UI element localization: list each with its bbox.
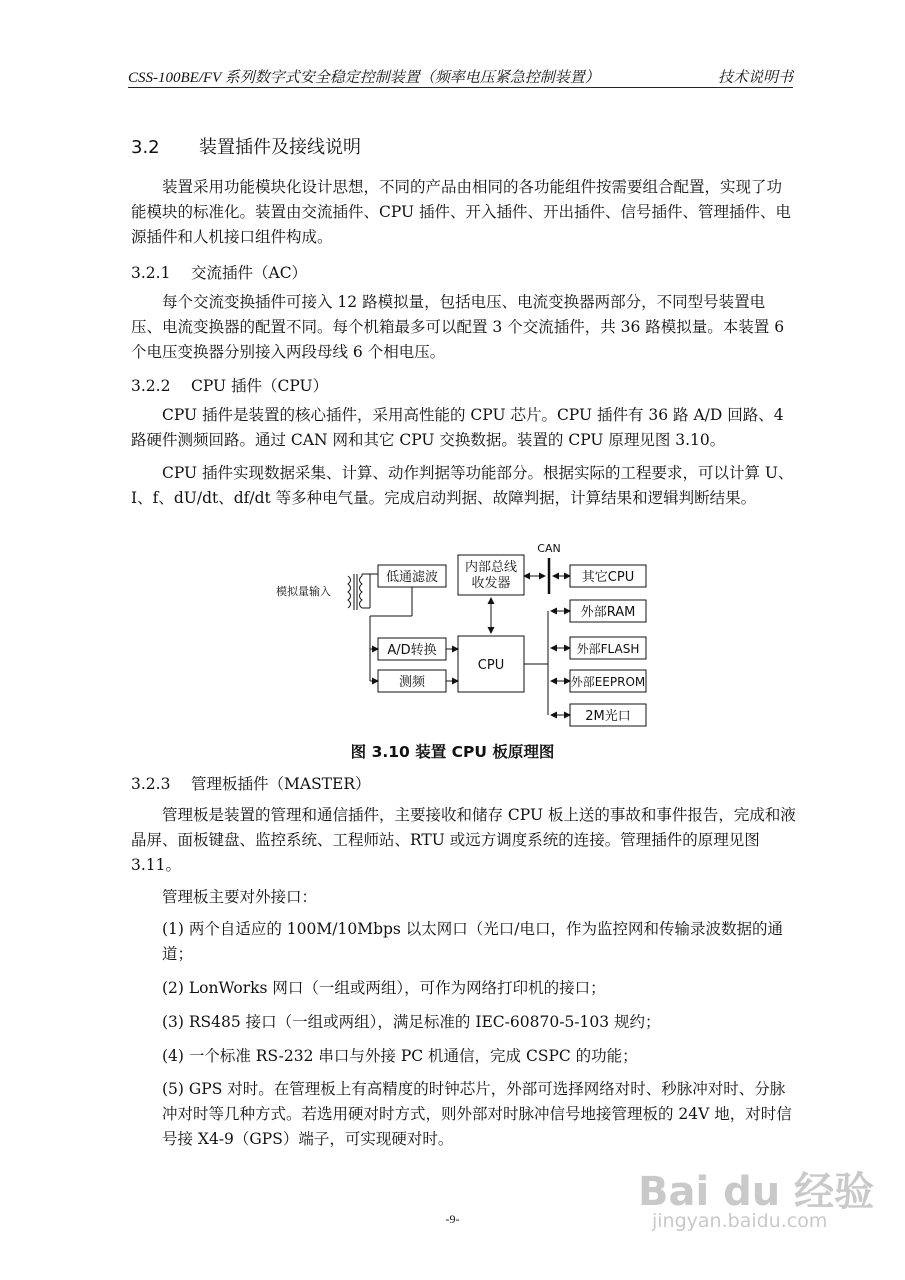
subsection-title: 交流插件（AC） — [191, 264, 308, 282]
interface-item-5: (5) GPS 对时。在管理板上有高精度的时钟芯片，外部可选择网络对时、秒脉冲对时、分脉冲对时等几种方式。若选用硬对时方式，则外部对时脉冲信号地接管理板的 24V 地，对时信号接 X4-9（GPS）端子，可实现硬对时。 — [162, 1080, 792, 1148]
subsection-number: 3.2.2 — [131, 377, 171, 395]
watermark-url: jingyan.baidu.com — [652, 1210, 828, 1232]
subsection-number: 3.2.3 — [131, 775, 171, 793]
master-paragraph-1: 管理板是装置的管理和通信插件，主要接收和储存 CPU 板上送的事故和事件报告，完成和液晶屏、面板键盘、监控系统、工程师站、RTU 或远方调度系统的连接。管理插件的原理见图 3.11。 — [131, 806, 796, 874]
eeprom-label: 外部EEPROM — [570, 675, 646, 689]
header-doc-type: 技术说明书 — [717, 70, 793, 86]
page-number: -9- — [445, 1212, 460, 1226]
interface-item-3: (3) RS485 接口（一组或两组），满足标准的 IEC-60870-5-103 规约； — [162, 1013, 661, 1031]
bus-label-line1: 内部总线 — [464, 560, 518, 575]
figure-caption: 图 3.10 装置 CPU 板原理图 — [350, 743, 555, 761]
interface-item-2: (2) LonWorks 网口（一组或两组），可作为网络打印机的接口； — [162, 979, 606, 997]
subsection-title: 管理板插件（MASTER） — [191, 775, 371, 793]
intro-paragraph: 装置采用功能模块化设计思想，不同的产品由相同的各功能组件按需要组合配置，实现了功能模块的标准化。装置由交流插件、CPU 插件、开入插件、开出插件、信号插件、管理插件、电源插件和人机接口组件构成。 — [131, 178, 792, 246]
other-cpu-label: 其它CPU — [581, 570, 635, 585]
lpf-label: 低通滤波 — [385, 570, 439, 585]
subsection-heading-cpu — [131, 374, 328, 396]
freq-label: 测频 — [398, 675, 426, 690]
subsection-heading-ac — [131, 261, 307, 283]
header-title: CSS-100BE/FV 系列数字式安全稳定控制装置（频率电压紧急控制装置） — [128, 70, 600, 86]
watermark-logo: Bai du 经验 — [638, 1169, 875, 1215]
ad-label: A/D转换 — [387, 643, 437, 658]
subsection-heading-master — [131, 772, 371, 794]
interface-item-4: (4) 一个标准 RS-232 串口与外接 PC 机通信，完成 CSPC 的功能； — [162, 1047, 638, 1065]
can-label: CAN — [537, 542, 561, 555]
section-number: 3.2 — [131, 137, 160, 158]
optical-label: 2M光口 — [585, 709, 631, 724]
subsection-number: 3.2.1 — [131, 264, 171, 282]
section-heading — [131, 133, 361, 159]
cpu-paragraph-2: CPU 插件实现数据采集、计算、动作判据等功能部分。根据实际的工程要求，可以计算 U、I、f、dU/dt、df/dt 等多种电气量。完成启动判据、故障判据，计算结果和逻辑判断结果。 — [131, 464, 794, 507]
input-label: 模拟量输入 — [276, 585, 331, 598]
subsection-title: CPU 插件（CPU） — [191, 377, 329, 395]
section-title: 装置插件及接线说明 — [199, 137, 361, 158]
flash-label: 外部FLASH — [576, 642, 640, 656]
ram-label: 外部RAM — [580, 605, 636, 620]
cpu-paragraph-1: CPU 插件是装置的核心插件，采用高性能的 CPU 芯片。CPU 插件有 36 路 A/D 回路、4 路硬件测频回路。通过 CAN 网和其它 CPU 交换数据。装置的 CPU 原理见图 3.10。 — [131, 406, 784, 449]
cpu-block-diagram — [270, 538, 650, 733]
bus-label-line2: 收发器 — [471, 576, 511, 591]
header-divider — [128, 87, 793, 88]
master-paragraph-2: 管理板主要对外接口： — [162, 888, 318, 906]
ac-paragraph: 每个交流变换插件可接入 12 路模拟量，包括电压、电流变换器两部分，不同型号装置电压、电流变换器的配置不同。每个机箱最多可以配置 3 个交流插件，共 36 路模拟量。本装置 6 个电压变换器分别接入两段母线 6 个相电压。 — [131, 293, 785, 361]
cpu-label: CPU — [477, 658, 505, 673]
transformer-icon — [348, 576, 351, 608]
interface-item-1: (1) 两个自适应的 100M/10Mbps 以太网口（光口/电口，作为监控网和传输录波数据的通道； — [162, 920, 784, 963]
